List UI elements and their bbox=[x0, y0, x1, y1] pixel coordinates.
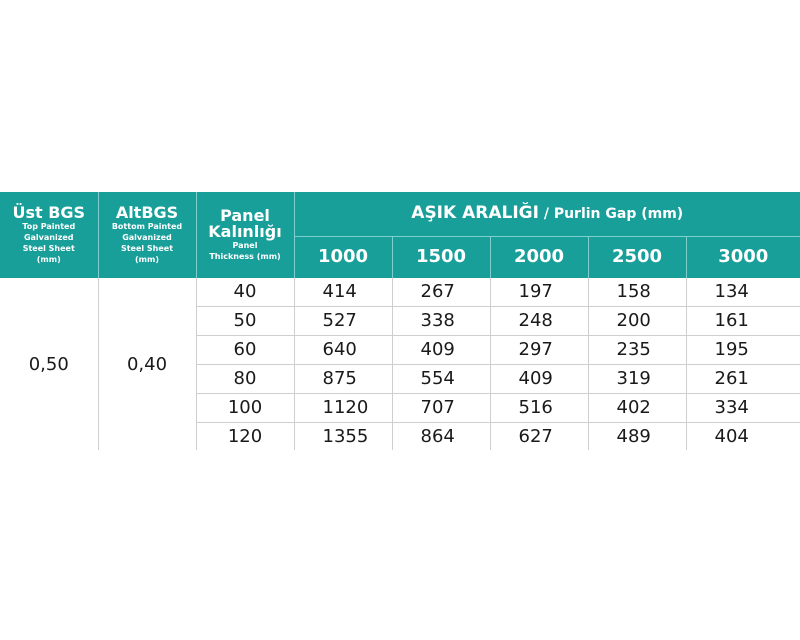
header-gap-title-en: Purlin Gap (mm) bbox=[553, 206, 684, 223]
gap-value-cell: 404 bbox=[714, 425, 749, 447]
gap-value-cell: 875 bbox=[294, 364, 392, 393]
gap-value-cell: 516 bbox=[490, 393, 588, 422]
gap-value-cell: 707 bbox=[392, 393, 490, 422]
gap-value-cell: 334 bbox=[686, 393, 800, 422]
header-panel-thickness bbox=[196, 192, 294, 278]
ust-bgs-value: 0,50 bbox=[0, 278, 98, 450]
gap-value-cell: 261 bbox=[686, 364, 800, 393]
header-purlin-gap bbox=[294, 192, 800, 236]
header-gap-3000: 3000 bbox=[686, 236, 800, 278]
gap-value-cell: 1120 bbox=[294, 393, 392, 422]
gap-value-cell: 319 bbox=[588, 364, 686, 393]
gap-value-cell: 489 bbox=[588, 422, 686, 450]
header-ust-bgs-sub-4: (mm) bbox=[36, 255, 61, 264]
gap-value-cell: 134 bbox=[686, 278, 800, 306]
thickness-cell: 40 bbox=[196, 278, 294, 306]
gap-value-cell: 297 bbox=[490, 335, 588, 364]
header-alt-bgs-sub-2: Galvanized bbox=[122, 233, 172, 242]
gap-value-cell: 627 bbox=[490, 422, 588, 450]
header-panel-title-2: Kalınlığı bbox=[208, 222, 282, 241]
gap-value-cell: 640 bbox=[294, 335, 392, 364]
header-gap-1000: 1000 bbox=[294, 236, 392, 278]
gap-value-cell: 554 bbox=[392, 364, 490, 393]
header-gap-1500: 1500 bbox=[392, 236, 490, 278]
header-alt-bgs-sub-4: (mm) bbox=[135, 255, 159, 264]
header-ust-bgs-sub-3: Steel Sheet bbox=[22, 244, 75, 253]
header-panel-title-1: Panel bbox=[220, 206, 270, 225]
thickness-cell: 120 bbox=[196, 422, 294, 450]
gap-value-cell: 864 bbox=[392, 422, 490, 450]
header-ust-bgs-sub-1: Top Painted bbox=[22, 222, 76, 231]
header-ust-bgs-title: Üst BGS bbox=[12, 203, 86, 222]
gap-value-cell: 409 bbox=[490, 364, 588, 393]
header-gap-2000: 2000 bbox=[490, 236, 588, 278]
header-alt-bgs-sub-1: Bottom Painted bbox=[111, 222, 183, 231]
header-ust-bgs bbox=[0, 192, 98, 278]
gap-value-cell: 161 bbox=[686, 306, 800, 335]
thickness-cell: 100 bbox=[196, 393, 294, 422]
header-panel-sub-1: Panel bbox=[232, 241, 258, 250]
gap-value-cell: 158 bbox=[588, 278, 686, 306]
thickness-cell: 80 bbox=[196, 364, 294, 393]
gap-value-cell: 338 bbox=[392, 306, 490, 335]
table-row bbox=[0, 278, 800, 306]
header-panel-sub-2: Thickness (mm) bbox=[209, 252, 281, 261]
header-gap-title-tr: AŞIK ARALIĞI bbox=[411, 203, 539, 224]
gap-value-cell: 414 bbox=[294, 278, 392, 306]
gap-value-cell: 402 bbox=[588, 393, 686, 422]
header-gap-2500: 2500 bbox=[588, 236, 686, 278]
header-ust-bgs-sub-2: Galvanized bbox=[23, 233, 74, 242]
gap-value-cell: 235 bbox=[588, 335, 686, 364]
alt-bgs-value: 0,40 bbox=[98, 278, 196, 450]
gap-value-cell: 195 bbox=[686, 335, 800, 364]
thickness-cell: 60 bbox=[196, 335, 294, 364]
header-alt-bgs bbox=[98, 192, 196, 278]
header-alt-bgs-sub-3: Steel Sheet bbox=[120, 244, 174, 253]
gap-value-cell: 409 bbox=[392, 335, 490, 364]
gap-value-cell: 1355 bbox=[294, 422, 392, 450]
header-alt-bgs-title: AltBGS bbox=[115, 203, 179, 222]
gap-value-cell: 248 bbox=[490, 306, 588, 335]
gap-value-cell: 267 bbox=[392, 278, 490, 306]
purlin-gap-table bbox=[0, 192, 800, 450]
gap-value-cell: 200 bbox=[588, 306, 686, 335]
thickness-cell: 50 bbox=[196, 306, 294, 335]
gap-value-cell: 527 bbox=[294, 306, 392, 335]
gap-value-cell: 197 bbox=[490, 278, 588, 306]
header-gap-separator: / bbox=[538, 206, 554, 223]
